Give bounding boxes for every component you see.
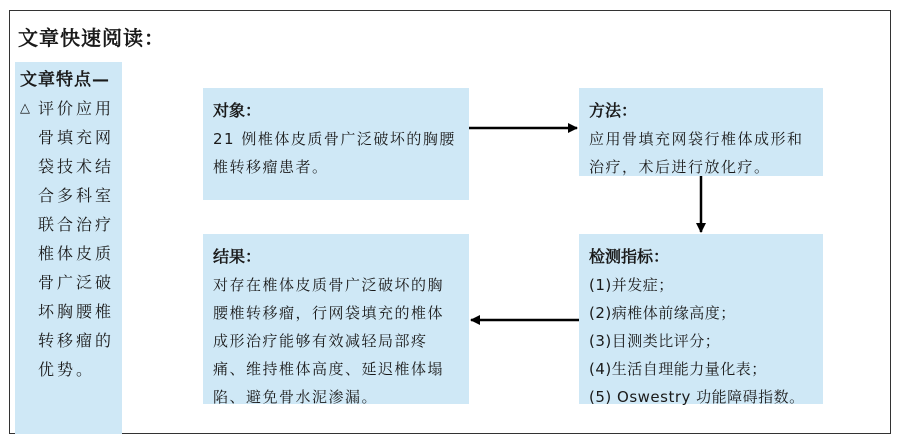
features-text: 评价应用骨填充网袋技术结合多科室联合治疗椎体皮质骨广泛破坏胸腰椎转移瘤的优势。 [38,99,115,379]
list-item: (2)病椎体前缘高度； [589,304,736,322]
features-heading: 文章特点— [20,70,110,90]
method-heading: 方法： [589,101,638,120]
result-heading: 结果： [213,247,262,266]
object-heading: 对象： [213,101,262,120]
object-text: 21 例椎体皮质骨广泛破坏的胸腰椎转移瘤患者。 [213,130,456,176]
result-text: 对存在椎体皮质骨广泛破坏的胸腰椎转移瘤，行网袋填充的椎体成形治疗能够有效减轻局部疼痛、维持椎体高度、延迟椎体塌陷、避免骨水泥渗漏。 [213,276,445,406]
triangle-icon: △ [20,101,30,116]
indicators-heading: 检测指标： [589,247,670,266]
list-item: (5) Oswestry 功能障碍指数。 [589,388,805,406]
list-item: (3)目测类比评分； [589,332,721,350]
page-title: 文章快速阅读： [18,26,165,50]
method-text: 应用骨填充网袋行椎体成形和治疗，术后进行放化疗。 [589,130,804,176]
list-item: (1)并发症； [589,276,674,294]
list-item: (4)生活自理能力量化表； [589,360,767,378]
